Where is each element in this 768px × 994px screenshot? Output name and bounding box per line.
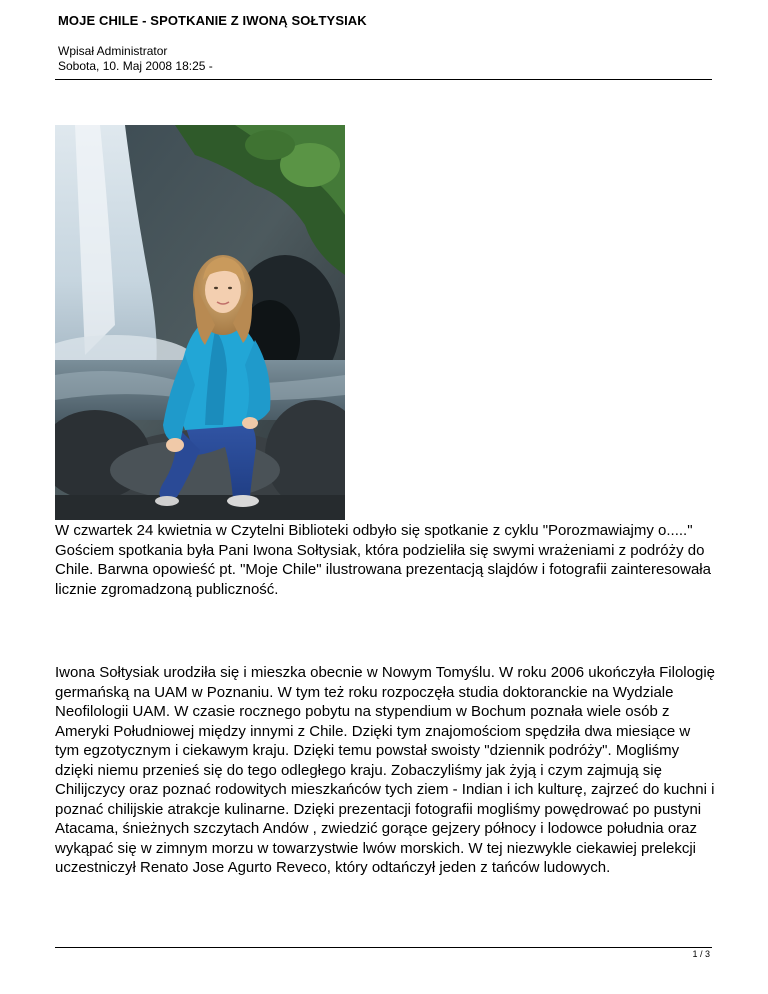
header-divider (55, 79, 712, 80)
footer-divider (55, 947, 712, 948)
post-meta (58, 44, 213, 74)
page-title: MOJE CHILE - SPOTKANIE Z IWONĄ SOŁTYSIAK (58, 13, 367, 28)
article-photo (55, 125, 345, 520)
page-number: 1 / 3 (692, 949, 710, 959)
post-author: Wpisał Administrator (58, 44, 168, 58)
post-date: Sobota, 10. Maj 2008 18:25 - (58, 59, 213, 73)
article-paragraph-1: W czwartek 24 kwietnia w Czytelni Biblioteki odbyło się spotkanie z cyklu "Porozmawiajmy o....." Gościem spotkania była Pani Iwona Sołtysiak, która podzieliła się swymi wrażeniami z podróży do Chile. Barwna opowieść pt. "Moje Chile" ilustrowana prezentacją slajdów i fotografii zainteresowała licznie zgromadzoną publiczność. (55, 522, 711, 598)
photo-woman-by-waterfall-icon (55, 125, 345, 520)
article-paragraph-2: Iwona Sołtysiak urodziła się i mieszka obecnie w Nowym Tomyślu. W roku 2006 ukończyła Filologię germańską na UAM w Poznaniu. W tym też roku rozpoczęła studia doktoranckie na Wydziale Neofilologii UAM. W czasie rocznego pobytu na stypendium w Bochum poznała wiele osób z Ameryki Południowej między innymi z Chile. Dzięki tym znajomościom spędziła dwa miesiące w tym egzotycznym i ciekawym kraju. Dzięki temu powstał swoisty "dziennik podróży". Mogliśmy dzięki niemu przenieś się do tego odległego kraju. Zobaczyliśmy jak żyją i czym zajmują się Chilijczycy oraz poznać rodowitych mieszkańców tych ziem - Indian i ich kulturę, zajrzeć do kuchni i poznać chilijskie atrakcje kulinarne. Dzięki prezentacji fotografii mogliśmy powędrować po pustyni Atacama, śnieżnych szczytach Andów , zwiedzić gorące gejzery północy i lodowce południa oraz wykąpać się w zimnym morzu w towarzystwie lwów morskich. W tej niezwykle ciekawiej prelekcji uczestniczył Renato Jose Agurto Reveco, który odtańczył jeden z tańców ludowych. (55, 664, 715, 876)
